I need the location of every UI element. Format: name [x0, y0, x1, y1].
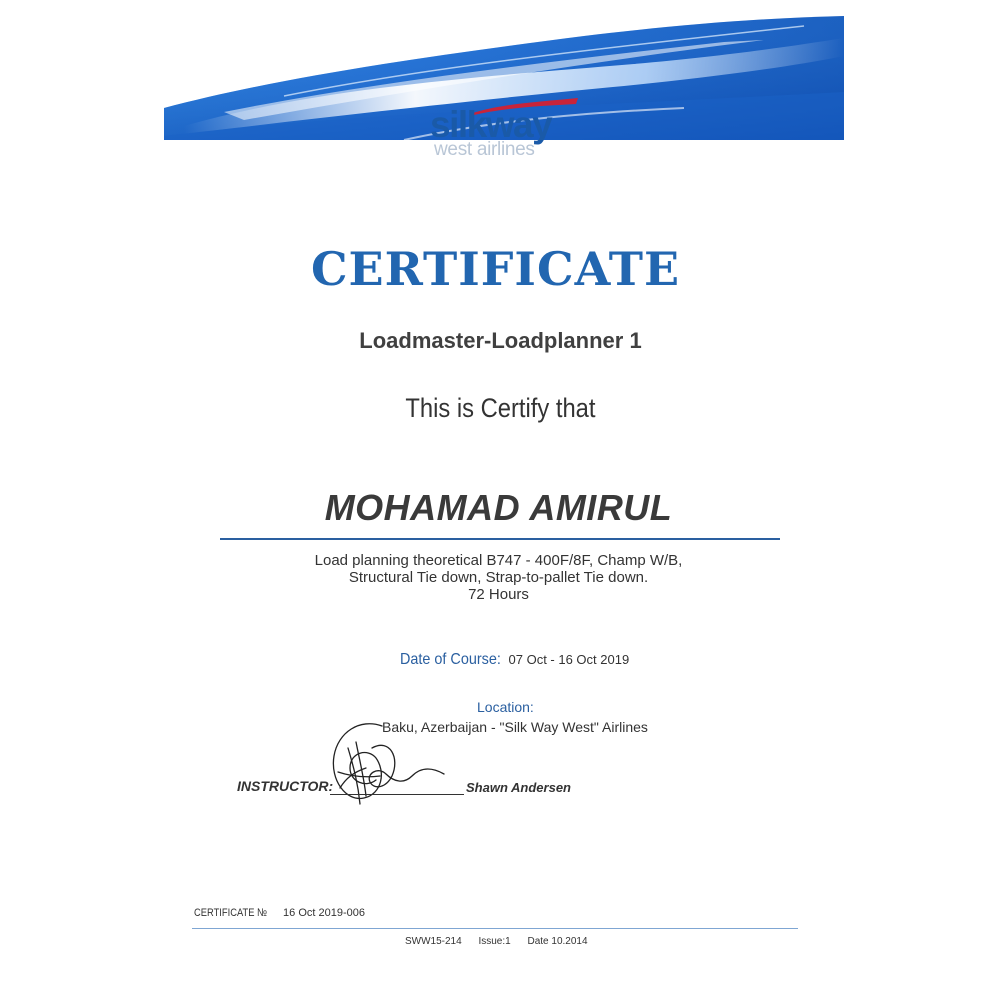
recipient-name: MOHAMAD AMIRUL: [324, 487, 673, 528]
certificate-title: CERTIFICATE: [310, 242, 681, 296]
course-name: Loadmaster-Loadplanner 1: [359, 328, 642, 353]
logo-subtitle: west airlines: [434, 139, 535, 160]
location-label: Location:: [477, 699, 534, 715]
description-line: Structural Tie down, Strap-to-pallet Tie down.: [348, 569, 649, 586]
location-value: Baku, Azerbaijan - "Silk Way West" Airlines: [382, 719, 648, 735]
description-line: 72 Hours: [468, 586, 529, 603]
course-description: [0, 552, 991, 603]
course-date-row: [400, 652, 629, 668]
logo-wordmark: silkway: [430, 104, 552, 145]
name-underline: [220, 538, 780, 540]
silkway-logo: [424, 96, 584, 166]
description-line: Load planning theoretical B747 - 400F/8F, Champ W/B,: [314, 552, 683, 569]
certificate-number-value: 16 Oct 2019-006: [283, 907, 365, 919]
date-label: Date of Course:: [400, 651, 501, 668]
instructor-label: INSTRUCTOR:: [237, 778, 334, 794]
footer-divider: [192, 928, 798, 929]
footer-reference: [405, 937, 602, 947]
instructor-signature: [320, 718, 450, 813]
issue-number: Issue:1: [478, 936, 511, 947]
certificate-number-label: CERTIFICATE №: [194, 907, 268, 919]
issue-date: Date 10.2014: [527, 936, 588, 947]
certify-statement: This is Certify that: [405, 393, 596, 423]
certificate-number: [194, 908, 365, 919]
doc-code: SWW15-214: [405, 936, 462, 947]
signature-line: [330, 794, 464, 795]
instructor-name: Shawn Andersen: [466, 780, 571, 795]
date-value: 07 Oct - 16 Oct 2019: [508, 652, 630, 667]
